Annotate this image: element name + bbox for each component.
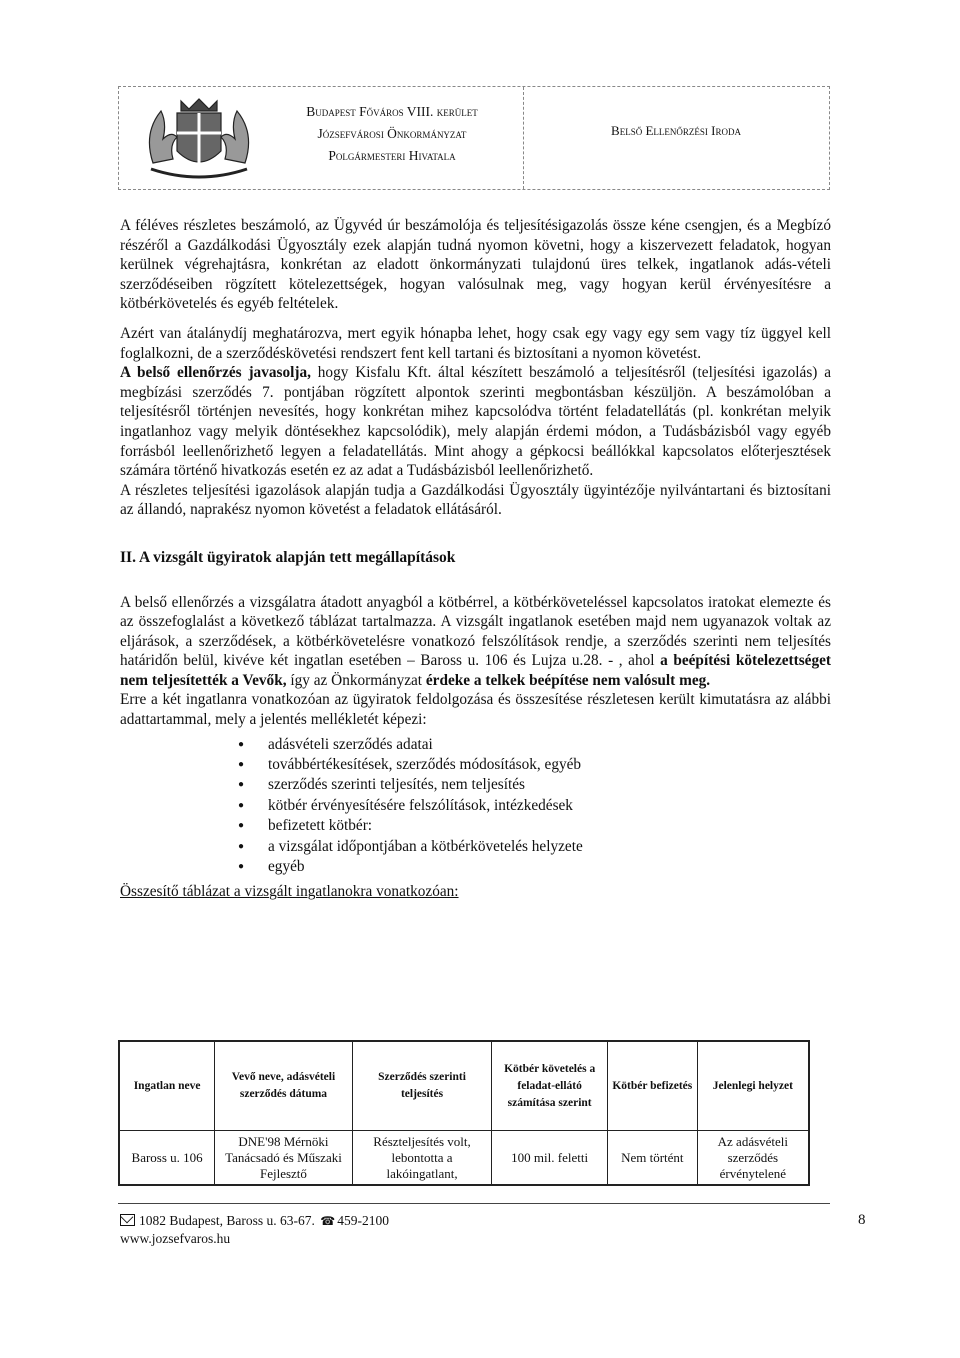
recommendation-lead: A belső ellenőrzés javasolja,	[120, 364, 311, 382]
list-item: ● a vizsgálat időpontjában a kötbérkövetelés helyzete	[268, 837, 831, 857]
list-item: ● továbbértékesítések, szerződés módosítások, egyéb	[268, 755, 831, 775]
phone-icon: ☎	[320, 1214, 336, 1228]
p5-text-a: A belső ellenőrzés a vizsgálatra átadott anyagból a kötbérrel, a kötbérköveteléssel kapcsolatos iratokat elemezte és az összefoglalást a következő táblázat tartalmazza. A vizsgált ingatlanok esetében majd nem ugyanazok voltak az eljárások, a szerződések, a kötbérkövetelésre vonatkozó felszólítások rendje, a szerződés szerinti nem teljesítés határidőn belül, kivéve két ingatlan esetében – Baross u. 106 és Lujza u.28. - , ahol	[120, 593, 831, 670]
paragraph-3	[120, 363, 831, 481]
table-header-cell: Kötbér követelés a feladat-ellátó számítása szerint	[492, 1041, 608, 1131]
table-header-cell: Jelenlegi helyzet	[697, 1041, 809, 1131]
table-cell: DNE'98 Mérnöki Tanácsadó és Műszaki Fejlesztő	[215, 1131, 353, 1186]
org-line-3: Polgármesteri Hivatala	[328, 148, 456, 163]
p5-text-b: így az Önkormányzat	[286, 671, 426, 689]
paragraph-4: A részletes teljesítési igazolások alapján tudja a Gazdálkodási Ügyosztály ügyintézője nyilvántartani és biztosítani az állandó, naprakész nyomon követést a feladatok ellátásáról.	[120, 481, 831, 519]
table-cell: 100 mil. feletti	[492, 1131, 608, 1186]
paragraph-2: Azért van átalánydíj meghatározva, mert egyik hónapba lehet, hogy csak egy vagy egy sem vagy tíz üggyel kell foglalkozni, de a szerződéskövetési rendszert fent kell tartani és biztosítani a nyomon követést.	[120, 324, 831, 362]
recommendation-text: hogy Kisfalu Kft. által készített beszámoló a teljesítésről (teljesítési igazolás) a megbízási szerződés 7. pontjában rögzített alpontok szerinti megbontásban készüljön. A beszámolóban a teljesítésről történjen nevesítés, hogy konkrétan mihez kapcsolódva történt feladatellátás (pl. konkrétan melyik ingatlanhoz vagy melyik döntésekhez kapcsolódik), mely alapján érdemi módon, a Tudásbázisból vagy egyéb forrásból leellenőrizhető legyen a feladatellátás. Mint ahogy a gépkocsi beállókkal kapcsolatos előterjesztések számára történő hivatkozás esetén ez az adat a Tudásbázisból leellenőrizhető.	[120, 364, 832, 480]
paragraph-6: Erre a két ingatlanra vonatkozóan az ügyiratok feldolgozása és összesítése részletesen került kimutatásra az alábbi adattartammal, mely a jelentés mellékletét képezi:	[120, 691, 831, 729]
footer-address: 1082 Budapest, Baross u. 63-67.	[139, 1213, 315, 1228]
table-cell: Részteljesítés volt, lebontotta a lakóingatlant,	[352, 1131, 492, 1186]
list-item: ● befizetett kötbér:	[268, 816, 831, 836]
page-number: 8	[858, 1212, 866, 1228]
list-item: ● egyéb	[268, 857, 831, 877]
list-item: ● adásvételi szerződés adatai	[268, 735, 831, 755]
envelope-icon	[120, 1214, 135, 1226]
footer-address-line	[120, 1212, 389, 1230]
table-header-row	[119, 1041, 809, 1131]
table-caption: Összesítő táblázat a vizsgált ingatlanokra vonatkozóan:	[120, 882, 459, 900]
table-header-cell: Ingatlan neve	[119, 1041, 215, 1131]
org-line-2: Józsefvárosi Önkormányzat	[317, 126, 467, 141]
organization-name	[267, 101, 517, 167]
footer-phone: 459-2100	[337, 1213, 389, 1228]
p5-bold-1: a beépítési kötelezettséget nem teljesítették a Vevők,	[120, 652, 831, 689]
office-name: Belső Ellenőrzési Iroda	[611, 123, 741, 138]
table-header-cell: Kötbér befizetés	[607, 1041, 697, 1131]
content-bullet-list	[120, 735, 831, 878]
table-cell: Baross u. 106	[119, 1131, 215, 1186]
coat-of-arms-icon	[133, 93, 265, 183]
footer-website[interactable]: www.jozsefvaros.hu	[120, 1231, 231, 1246]
table-cell: Nem történt	[607, 1131, 697, 1186]
footer-contact	[120, 1212, 389, 1248]
table-header-cell: Szerződés szerinti teljesítés	[352, 1041, 492, 1131]
footer-divider	[118, 1203, 830, 1204]
table-header-cell: Vevő neve, adásvételi szerződés dátuma	[215, 1041, 353, 1131]
paragraph-1: A féléves részletes beszámoló, az Ügyvéd úr beszámolója és teljesítésigazolás össze kéne csengjen, és a Megbízó részéről a Gazdálkodási Ügyosztály ezek alapján tudná nyomon követni, hogy a kiszervezett feladatok, hogyan kerülnek végrehajtásra, konkrétan az eladott önkormányzati tulajdonú üres telkek, ingatlanok adás-vételi szerződéseiben rögzített kötelezettségek, hogyan valósulnak meg, vagy hogyan kerül érvényesítésre a kötbérkövetelés és egyéb feltételek.	[120, 217, 831, 313]
p5-bold-2: érdeke a telkek beépítése nem valósult meg.	[425, 671, 711, 689]
letterhead	[118, 86, 830, 190]
org-line-1: Budapest Főváros VIII. kerület	[306, 104, 478, 119]
section-title: II. A vizsgált ügyiratok alapján tett megállapítások	[120, 548, 456, 566]
summary-table	[118, 1040, 810, 1186]
table-cell: Az adásvételi szerződés érvénytelené	[697, 1131, 809, 1186]
list-item: ● szerződés szerinti teljesítés, nem teljesítés	[268, 775, 831, 795]
list-item: ● kötbér érvényesítésére felszólítások, intézkedések	[268, 796, 831, 816]
paragraph-5	[120, 593, 831, 691]
report-body	[120, 216, 831, 901]
table-row	[119, 1131, 809, 1186]
